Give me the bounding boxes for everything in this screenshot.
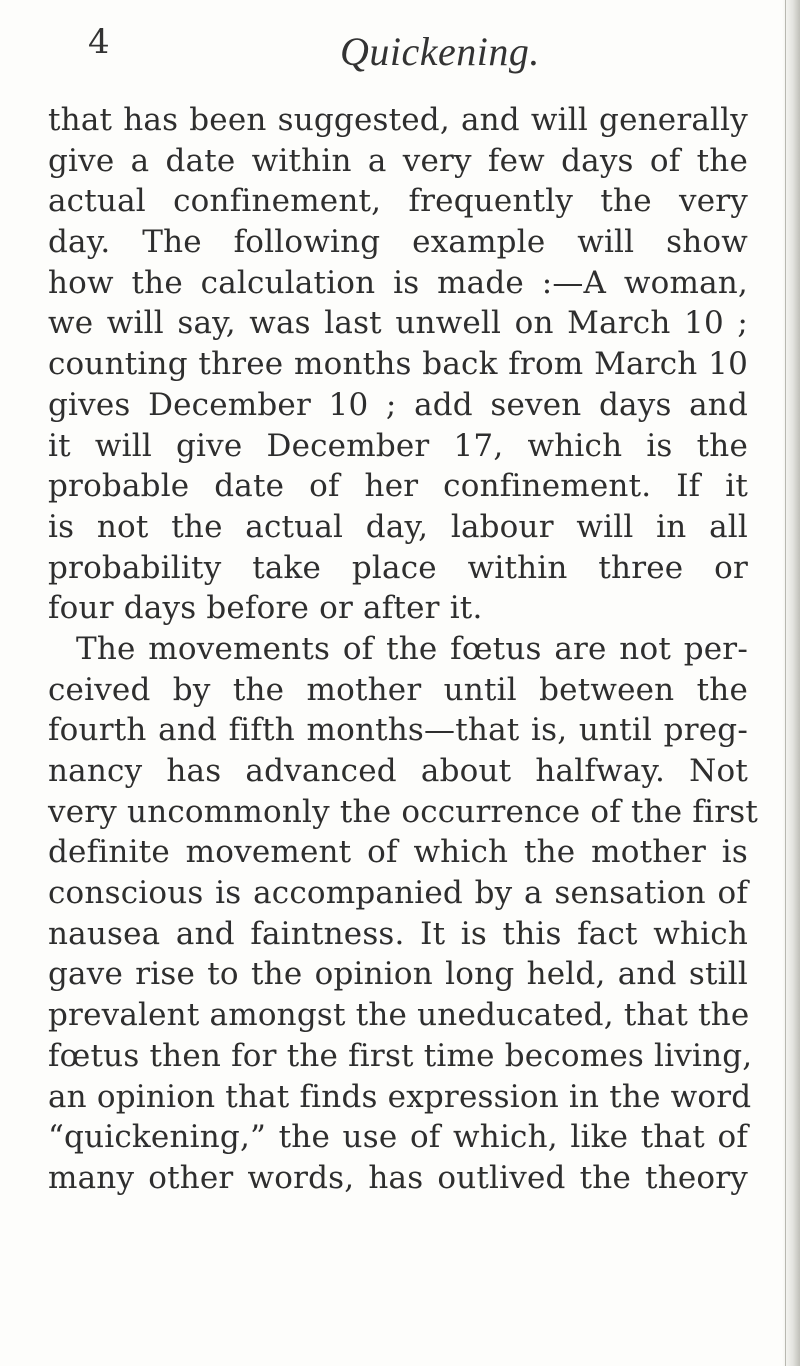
text-line: The movements of the fœtus are not per- [76, 630, 748, 667]
text-line: probable date of her confinement. If it [48, 468, 748, 505]
text-line: gave rise to the opinion long held, and still [48, 956, 748, 993]
paragraph-2 [48, 629, 758, 1199]
text-line: “quickening,” the use of which, like that of [48, 1119, 748, 1156]
text-line: probability take place within three or [48, 549, 748, 586]
text-line: fœtus then for the first time becomes living, [48, 1037, 753, 1074]
text-line: give a date within a very few days of the [48, 142, 748, 179]
text-line: an opinion that finds expression in the word [48, 1078, 752, 1115]
text-line: many other words, has outlived the theory [48, 1159, 748, 1196]
binding-edge [785, 0, 786, 1366]
text-line: it will give December 17, which is the [48, 427, 748, 464]
text-line: counting three months back from March 10 [48, 346, 748, 383]
text-line: prevalent amongst the uneducated, that the [48, 997, 750, 1034]
paragraph-1 [48, 100, 748, 629]
text-line: definite movement of which the mother is [48, 834, 748, 871]
text-line: fourth and fifth months—that is, until preg- [48, 712, 748, 749]
text-line: conscious is accompanied by a sensation of [48, 875, 748, 912]
text-line: gives December 10 ; add seven days and [48, 386, 748, 423]
text-line: we will say, was last unwell on March 10 ; [48, 305, 748, 342]
text-line: is not the actual day, labour will in all [48, 508, 748, 545]
text-line: that has been suggested, and will generally [48, 102, 748, 138]
running-title: Quickening. [340, 29, 540, 74]
page-header [0, 18, 800, 78]
text-line: how the calculation is made :—A woman, [48, 264, 748, 301]
text-line: very uncommonly the occurrence of the first [48, 793, 758, 830]
text-line: actual confinement, frequently the very [48, 183, 748, 220]
text-line: day. The following example will show [48, 224, 748, 261]
text-line: ceived by the mother until between the [48, 671, 748, 708]
page-number: 4 [88, 22, 110, 62]
text-line: four days before or after it. [48, 590, 483, 627]
text-line: nancy has advanced about halfway. Not [48, 753, 748, 789]
text-line: nausea and faintness. It is this fact which [48, 915, 748, 952]
body-text [48, 100, 758, 1199]
